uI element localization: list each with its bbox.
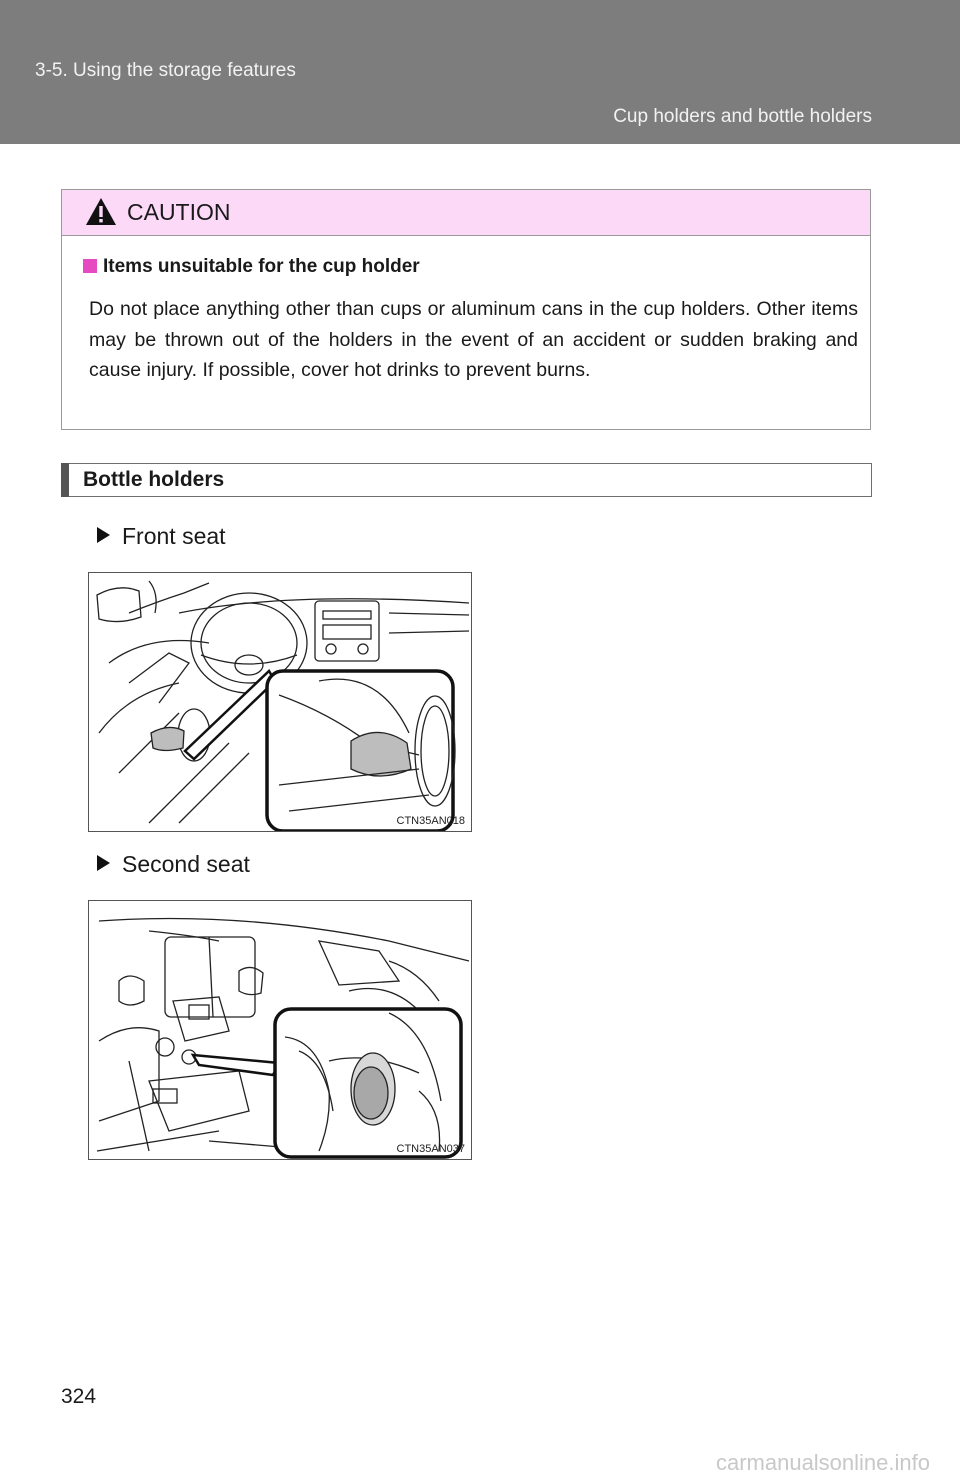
figure-front-seat <box>88 572 472 832</box>
item-label: Front seat <box>122 523 226 549</box>
section-title: Bottle holders <box>83 468 225 491</box>
page-number: 324 <box>61 1385 97 1408</box>
arrow-bullet-icon <box>97 855 110 871</box>
caution-title: CAUTION <box>127 199 231 225</box>
item-label: Second seat <box>122 851 250 877</box>
caution-box <box>61 189 871 430</box>
figure-second-seat <box>88 900 472 1160</box>
warning-icon <box>85 197 117 226</box>
list-item-second-seat <box>97 851 250 878</box>
page-header <box>0 0 960 144</box>
figure-code: CTN35AN018 <box>396 815 465 827</box>
second-seat-illustration <box>89 901 472 1160</box>
arrow-bullet-icon <box>97 527 110 543</box>
caution-body: Do not place anything other than cups or aluminum cans in the cup holders. Other items may be thrown out of the holders in the event of an accident or sudden braking and cause injury. If possible, cover hot drinks to prevent burns. <box>89 298 858 381</box>
figure-code: CTN35AN037 <box>396 1143 465 1155</box>
watermark: carmanualsonline.info <box>715 1450 930 1475</box>
list-item-front-seat <box>97 523 226 550</box>
caution-header <box>62 190 870 236</box>
section-heading-bar <box>61 463 69 497</box>
section-breadcrumb: 3-5. Using the storage features <box>35 60 296 81</box>
square-bullet-icon <box>83 259 97 273</box>
front-seat-illustration <box>89 573 472 832</box>
page-subtitle: Cup holders and bottle holders <box>613 106 872 127</box>
section-heading <box>68 463 872 497</box>
caution-heading <box>83 256 420 278</box>
caution-heading-text: Items unsuitable for the cup holder <box>103 256 420 277</box>
